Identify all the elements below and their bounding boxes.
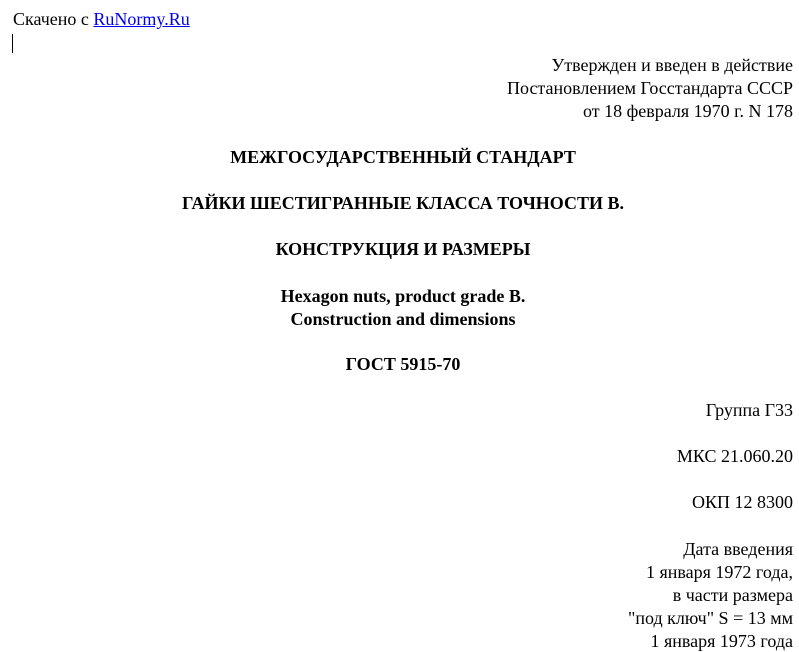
intro-date-line-4: "под ключ" S = 13 мм xyxy=(628,608,793,628)
download-source-line xyxy=(13,9,190,30)
intro-date-line-3: в части размера xyxy=(672,585,793,605)
approval-line-2: Постановлением Госстандарта СССР xyxy=(507,78,793,98)
intro-date-line-5: 1 января 1973 года xyxy=(650,631,793,651)
standard-title-ru-line-1: ГАЙКИ ШЕСТИГРАННЫЕ КЛАССА ТОЧНОСТИ В. xyxy=(181,193,625,213)
standard-title-en-line-1: Hexagon nuts, product grade B. xyxy=(280,286,526,306)
standard-title-en-line-2: Construction and dimensions xyxy=(290,309,516,329)
intro-date-line-2: 1 января 1972 года, xyxy=(645,562,793,582)
okp-code: ОКП 12 8300 xyxy=(691,492,793,512)
standard-type-heading: МЕЖГОСУДАРСТВЕННЫЙ СТАНДАРТ xyxy=(230,147,576,167)
intro-date-line-1: Дата введения xyxy=(683,539,793,559)
download-source-prefix: Скачено с xyxy=(13,9,94,29)
approval-line-3: от 18 февраля 1970 г. N 178 xyxy=(582,101,793,121)
standard-title-ru-line-2: КОНСТРУКЦИЯ И РАЗМЕРЫ xyxy=(275,239,531,259)
group-code: Группа Г33 xyxy=(705,400,793,420)
standard-code: ГОСТ 5915-70 xyxy=(345,354,461,374)
mks-code: МКС 21.060.20 xyxy=(676,446,793,466)
text-cursor xyxy=(12,34,13,53)
approval-line-1: Утвержден и введен в действие xyxy=(551,55,793,75)
runormy-link[interactable]: RuNormy.Ru xyxy=(93,9,190,29)
